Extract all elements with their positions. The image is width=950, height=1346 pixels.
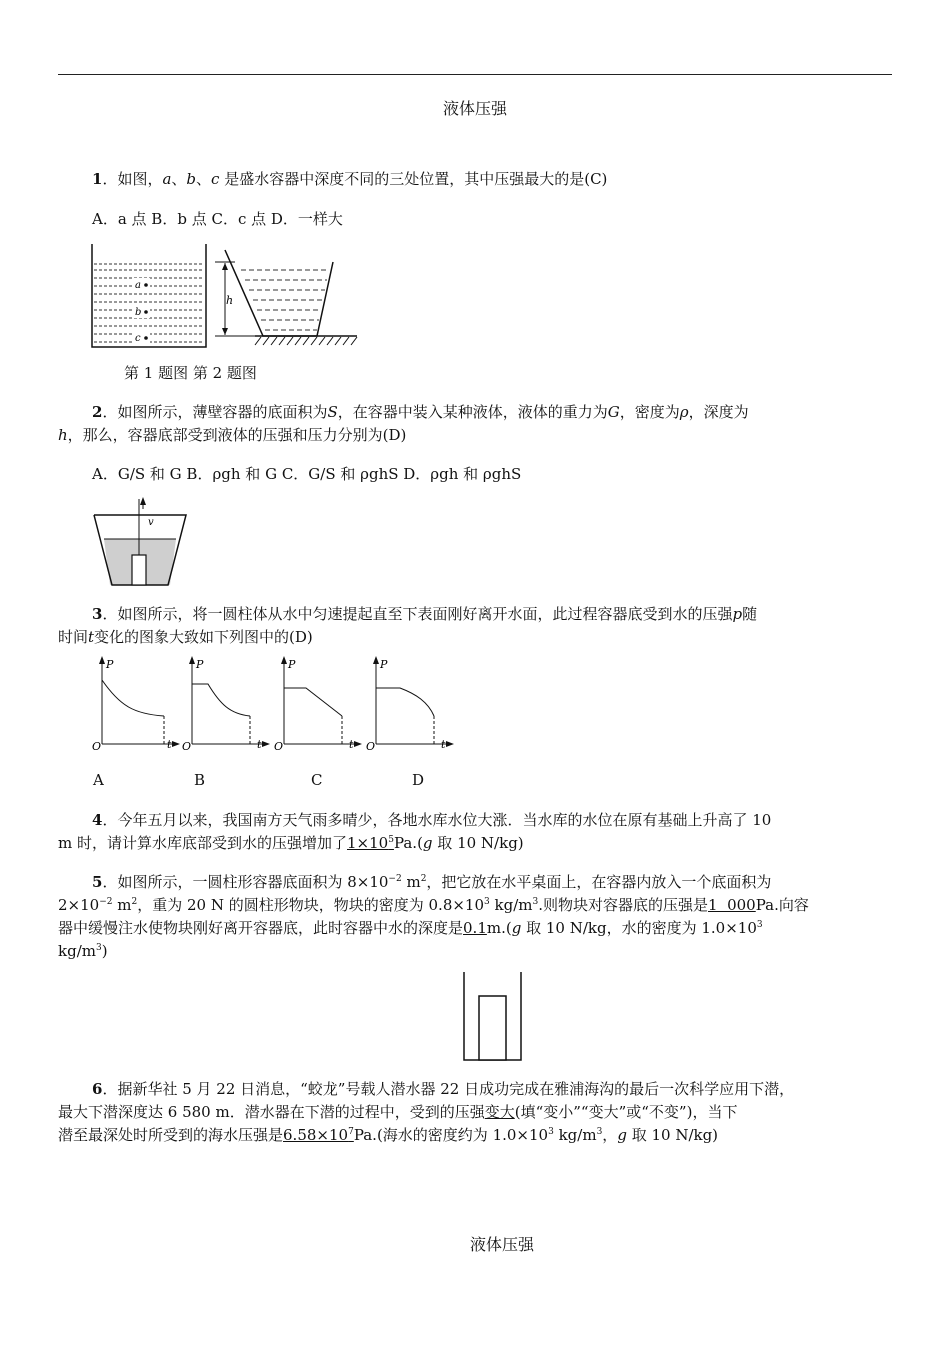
q5-figure-container-block: [463, 972, 523, 1062]
svg-text:t: t: [441, 738, 446, 751]
q3-option-b: B: [194, 771, 206, 789]
svg-text:P: P: [196, 658, 204, 671]
q6-number: 6: [92, 1080, 103, 1098]
q5-stem-line4: $kg/m^3$): [58, 942, 108, 960]
q5-number: 5: [92, 873, 103, 891]
q3-graph-c: [272, 656, 362, 754]
q6-answer-1: 变大: [484, 1103, 515, 1121]
point-b: [144, 310, 148, 314]
q3-figure-cylinder-lift: [92, 497, 188, 589]
q3-graph-a: [90, 656, 180, 754]
svg-text:O: O: [182, 740, 192, 753]
q6-answer-2: $6.58\times 10^7$: [283, 1126, 354, 1144]
label-h: h: [226, 294, 234, 307]
q5-stem-line3: 器中缓慢注水使物块刚好离开容器底，此时容器中水的深度是0.1m.(g 取 10 N/kg，水的密度为 $1.0\times 10^3$: [58, 919, 763, 937]
figure-caption-1-2: 第 1 题图 第 2 题图: [124, 364, 257, 382]
svg-text:P: P: [288, 658, 296, 671]
q3-option-a: A: [93, 771, 104, 789]
svg-text:O: O: [274, 740, 284, 753]
q4-stem-line2: m 时，请计算水库底部受到水的压强增加了$1\times 10^5Pa.(g$ 取 10 N/kg): [58, 834, 524, 852]
q5-answer-2: 0.1: [463, 919, 487, 937]
q3-graph-b: [180, 656, 270, 754]
label-v: v: [148, 517, 154, 528]
q2-number: 2: [92, 403, 103, 421]
q3-option-d: D: [412, 771, 425, 789]
svg-text:P: P: [380, 658, 388, 671]
svg-text:t: t: [167, 738, 172, 751]
q4-number: 4: [92, 811, 103, 829]
q2-stem-line2: h，那么，容器底部受到液体的压强和压力分别为(D): [58, 426, 407, 444]
q6-stem-line1: 6．据新华社 5 月 22 日消息，“蛟龙”号载人潜水器 22 日成功完成在雅浦海沟的最后一次科学应用下潜，: [92, 1080, 795, 1098]
header-rule: [58, 74, 892, 75]
point-a: [144, 283, 148, 287]
q3-graph-d: [364, 656, 454, 754]
label-b: b: [135, 307, 142, 318]
q2-figure-slanted-container: [215, 248, 360, 348]
svg-text:P: P: [106, 658, 114, 671]
label-c: c: [135, 333, 141, 344]
svg-text:t: t: [257, 738, 262, 751]
point-c: [144, 336, 148, 340]
page-footer-title: 液体压强: [469, 1235, 534, 1254]
q3-option-c: C: [311, 771, 323, 789]
label-a: a: [135, 280, 141, 291]
q1-number: 1: [92, 170, 103, 188]
q1-figure-container: [92, 244, 207, 348]
q5-stem-line1: 5．如图所示，一圆柱形容器底面积为 $8\times 10^{-2}$ $m^2$，把它放在水平桌面上，在容器内放入一个底面积为: [92, 873, 772, 891]
q5-answer-1: 1 000: [708, 896, 756, 914]
q1-stem: 1．如图，a、b、c 是盛水容器中深度不同的三处位置，其中压强最大的是(C): [92, 170, 608, 188]
q2-stem-line1: 2．如图所示，薄壁容器的底面积为S，在容器中装入某种液体，液体的重力为G，密度为ρ，深度为: [92, 403, 749, 421]
q1-options: A．a 点 B．b 点 C．c 点 D．一样大: [92, 210, 343, 228]
q4-answer: $1\times 10^5$: [347, 834, 394, 852]
svg-text:O: O: [366, 740, 376, 753]
page-title: 液体压强: [442, 99, 507, 118]
svg-text:O: O: [92, 740, 102, 753]
q3-stem-line1: 3．如图所示，将一圆柱体从水中匀速提起直至下表面刚好离开水面，此过程容器底受到水的压强p随: [92, 605, 758, 623]
q3-stem-line2: 时间t变化的图象大致如下列图中的(D): [58, 628, 313, 646]
q3-number: 3: [92, 605, 103, 623]
q6-stem-line3: 潜至最深处时所受到的海水压强是$6.58\times 10^7Pa$.(海水的密度约为 $1.0\times 10^3$ $kg/m^3$，g 取 10 N/kg): [58, 1126, 719, 1144]
svg-text:t: t: [349, 738, 354, 751]
q6-stem-line2: 最大下潜深度达 6 580 m．潜水器在下潜的过程中，受到的压强变大(填“变小”“变大”或“不变”)，当下: [58, 1103, 738, 1121]
q4-stem-line1: 4．今年五月以来，我国南方天气雨多晴少，各地水库水位大涨．当水库的水位在原有基础上升高了 10: [92, 811, 772, 829]
q2-options: A．G/S 和 G B．ρgh 和 G C．G/S 和 ρghS D．ρgh 和 ρghS: [92, 465, 522, 483]
q5-stem-line2: $2\times 10^{-2}$ $m^2$，重为 20 N 的圆柱形物块，物块的密度为 $0.8\times 10^3$ $kg/m^3$.则物块对容器底的压强是1 000Pa.向容: [58, 896, 809, 914]
